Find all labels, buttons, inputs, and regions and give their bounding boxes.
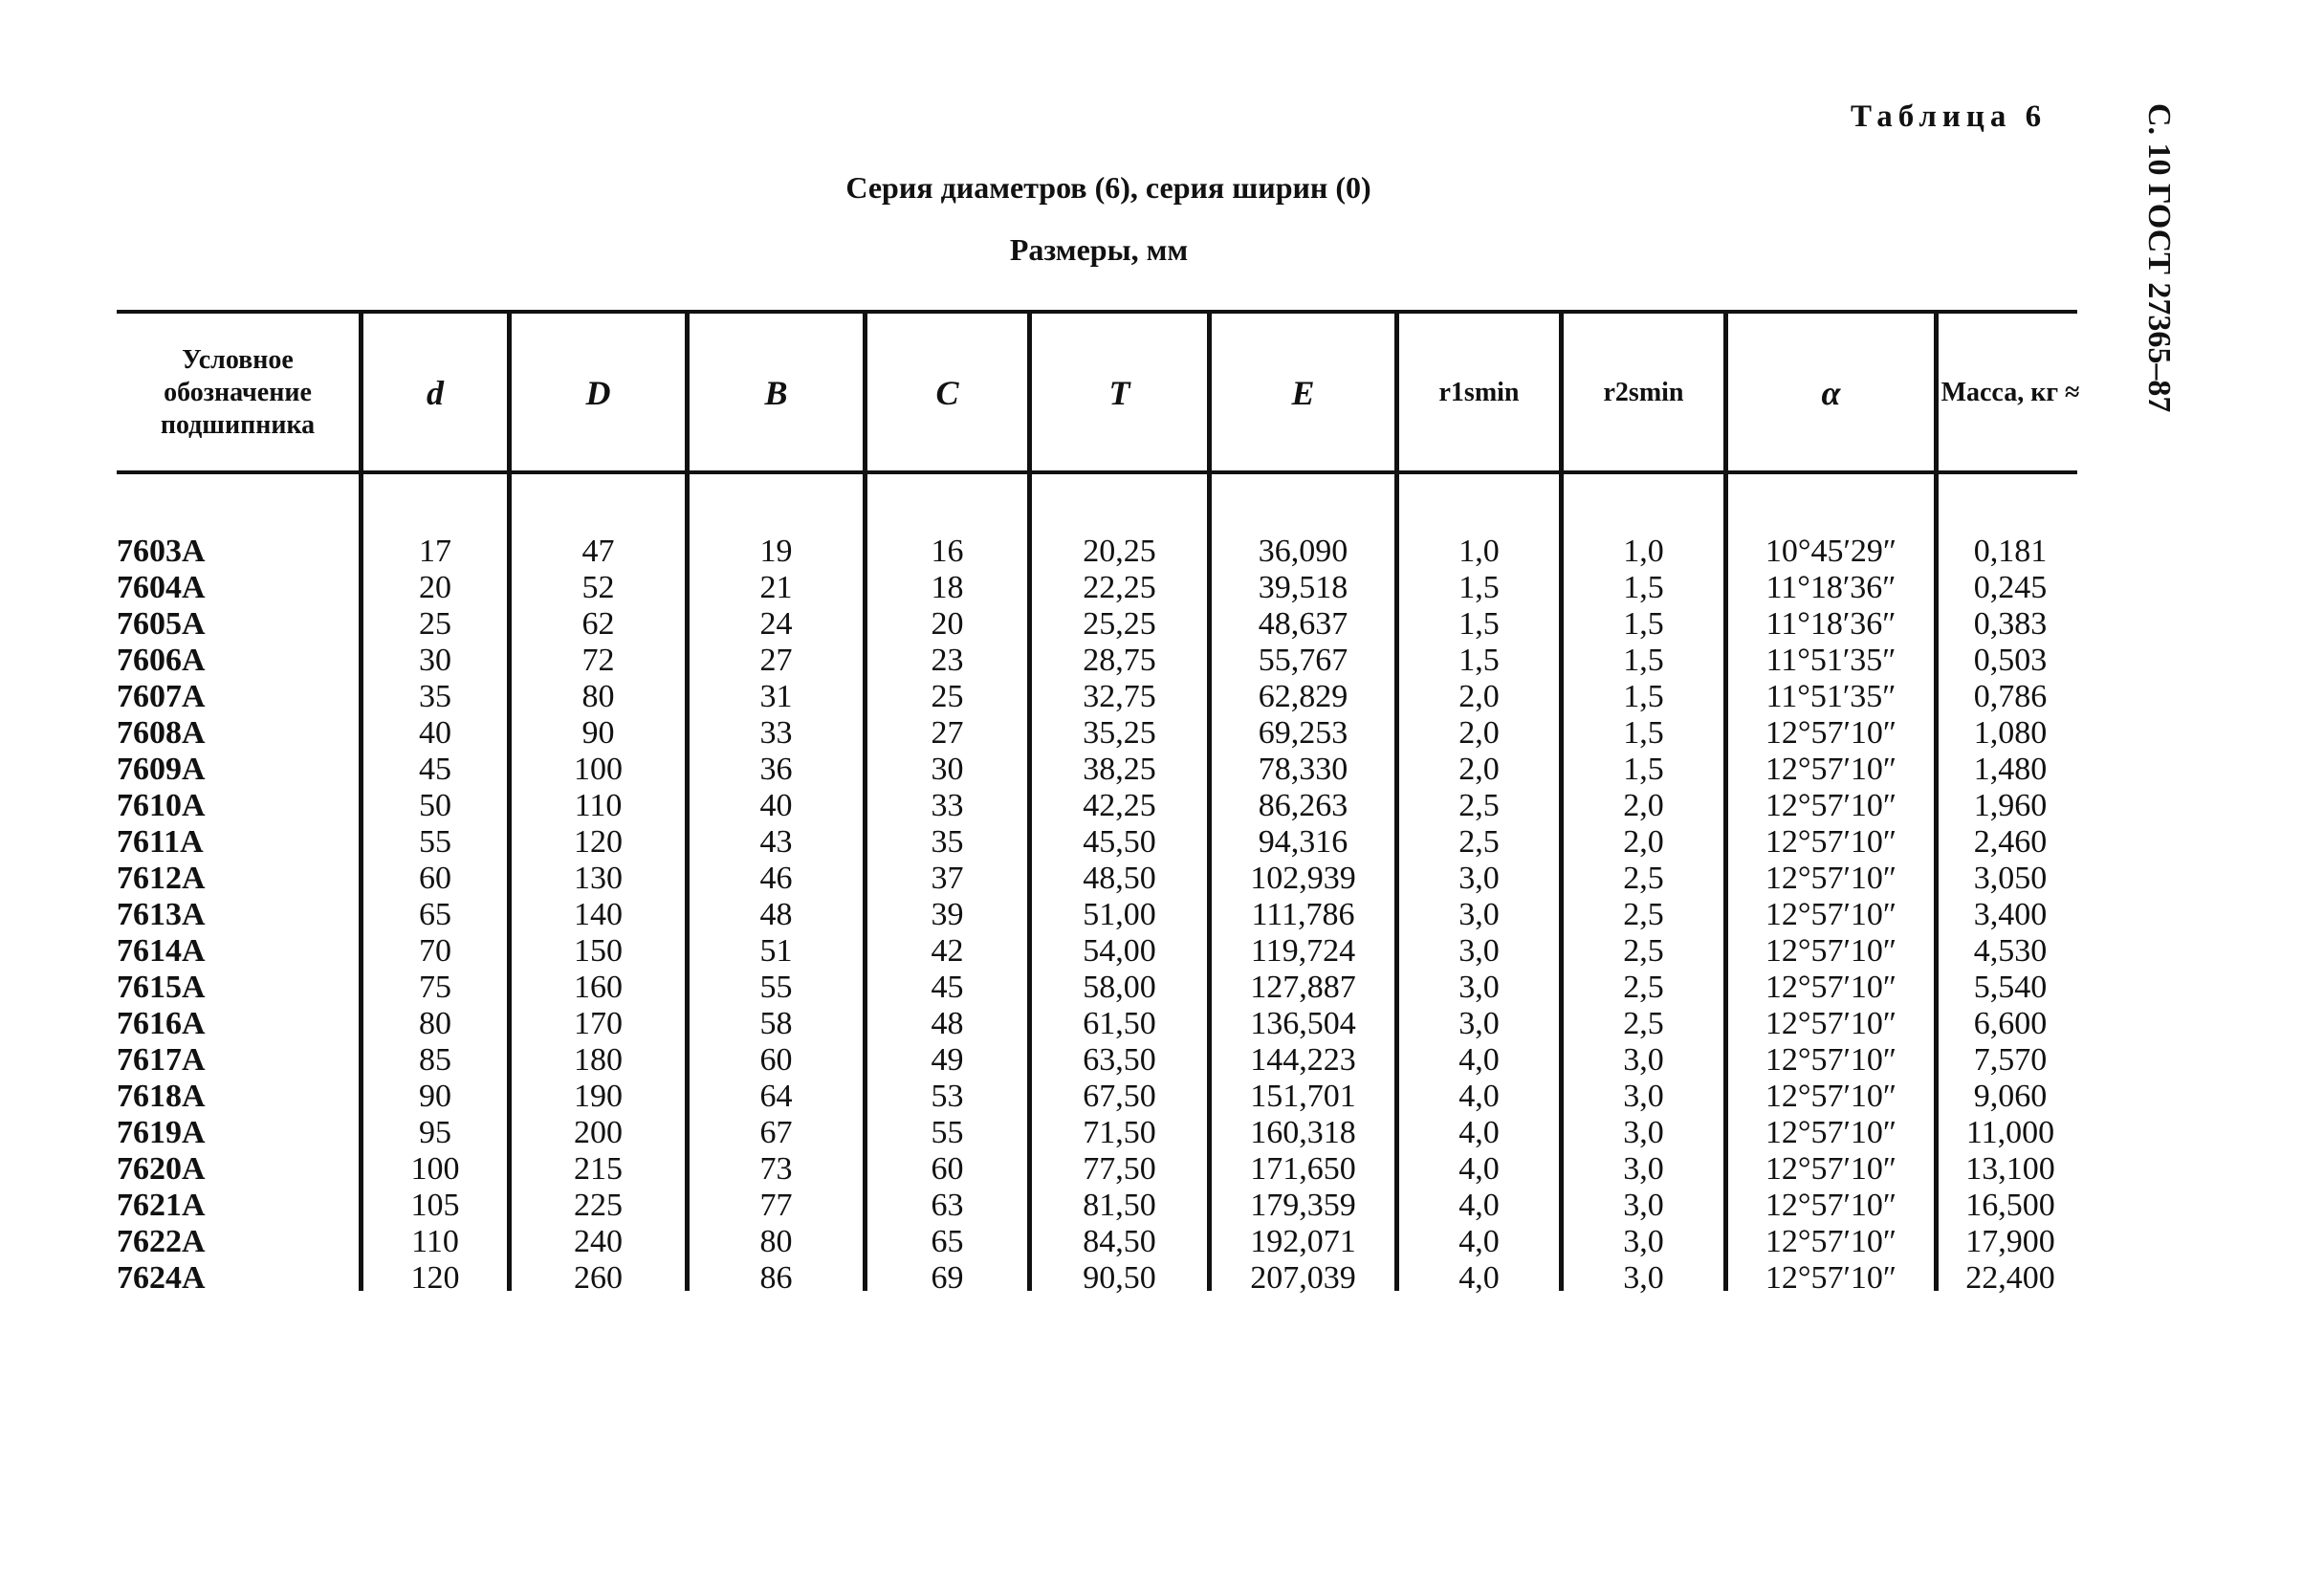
table-cell-E: 62,829: [1258, 679, 1348, 714]
table-cell-r2: 1,5: [1623, 606, 1664, 642]
table-cell-alpha: 12°57′10″: [1765, 1151, 1897, 1187]
table-cell-d: 17: [419, 534, 451, 569]
table-cell-r2: 1,5: [1623, 715, 1664, 751]
table-cell-T: 25,25: [1083, 606, 1156, 642]
table-cell-C: 42: [931, 933, 964, 969]
table-cell-d: 45: [419, 752, 451, 787]
table-cell-E: 111,786: [1251, 897, 1355, 932]
table-cell-r2: 1,5: [1623, 643, 1664, 678]
table-cell-E: 179,359: [1250, 1188, 1356, 1223]
table-cell-T: 81,50: [1083, 1188, 1156, 1223]
table-cell-B: 40: [759, 788, 793, 823]
table-cell-alpha: 12°57′10″: [1765, 933, 1897, 969]
table-cell-B: 80: [759, 1224, 793, 1259]
table-cell-T: 48,50: [1083, 861, 1156, 896]
table-cell-r1: 3,0: [1458, 861, 1500, 896]
table-cell-r2: 3,0: [1623, 1115, 1664, 1150]
table-cell-E: 48,637: [1258, 606, 1348, 642]
table-cell-C: 53: [931, 1079, 964, 1114]
header-r1smin: r1smin: [1438, 378, 1520, 407]
header-r2smin: r2smin: [1603, 378, 1684, 407]
table-cell-mass: 1,480: [1973, 752, 2048, 787]
table-cell-C: 33: [931, 788, 964, 823]
table-cell-r2: 2,0: [1623, 788, 1664, 823]
table-cell-B: 19: [759, 534, 793, 569]
table-cell-C: 69: [931, 1260, 964, 1296]
table-cell-designation: 7604A: [117, 570, 206, 605]
table-cell-d: 40: [419, 715, 451, 751]
table-cell-r1: 4,0: [1458, 1188, 1500, 1223]
table-cell-r2: 2,0: [1623, 824, 1664, 860]
table-cell-C: 20: [931, 606, 964, 642]
table-cell-E: 39,518: [1258, 570, 1348, 605]
table-cell-r1: 4,0: [1458, 1042, 1500, 1078]
table-cell-T: 84,50: [1083, 1224, 1156, 1259]
table-cell-d: 80: [419, 1006, 451, 1041]
table-cell-C: 60: [931, 1151, 964, 1187]
table-header-rule: [117, 470, 2077, 474]
table-cell-d: 60: [419, 861, 451, 896]
table-cell-C: 27: [931, 715, 964, 751]
table-cell-r1: 4,0: [1458, 1151, 1500, 1187]
table-cell-alpha: 12°57′10″: [1765, 715, 1897, 751]
table-cell-D: 160: [574, 970, 623, 1005]
table-cell-D: 120: [574, 824, 623, 860]
table-cell-designation: 7609A: [117, 752, 206, 787]
table-cell-T: 45,50: [1083, 824, 1156, 860]
table-cell-C: 63: [931, 1188, 964, 1223]
table-cell-alpha: 11°18′36″: [1765, 606, 1896, 642]
header-alpha: α: [1821, 374, 1841, 412]
table-cell-C: 30: [931, 752, 964, 787]
table-cell-B: 67: [759, 1115, 793, 1150]
table-cell-alpha: 11°51′35″: [1765, 643, 1896, 678]
table-cell-D: 90: [581, 715, 615, 751]
table-cell-d: 50: [419, 788, 451, 823]
table-cell-T: 20,25: [1083, 534, 1156, 569]
table-cell-alpha: 12°57′10″: [1765, 970, 1897, 1005]
table-cell-r2: 3,0: [1623, 1079, 1664, 1114]
table-cell-mass: 9,060: [1973, 1079, 2048, 1114]
table-cell-mass: 0,786: [1973, 679, 2048, 714]
table-cell-r2: 1,5: [1623, 570, 1664, 605]
table-cell-E: 86,263: [1258, 788, 1348, 823]
table-cell-r2: 2,5: [1623, 933, 1664, 969]
table-cell-d: 65: [419, 897, 451, 932]
table-cell-d: 90: [419, 1079, 451, 1114]
table-cell-D: 47: [581, 534, 615, 569]
table-cell-B: 46: [759, 861, 793, 896]
table-cell-D: 52: [581, 570, 615, 605]
table-cell-r1: 2,5: [1458, 824, 1500, 860]
table-cell-d: 70: [419, 933, 451, 969]
table-cell-C: 18: [931, 570, 964, 605]
table-cell-alpha: 12°57′10″: [1765, 897, 1897, 932]
table-cell-alpha: 11°51′35″: [1765, 679, 1896, 714]
table-cell-r1: 3,0: [1458, 897, 1500, 932]
table-cell-alpha: 12°57′10″: [1765, 1042, 1897, 1078]
table-cell-E: 127,887: [1250, 970, 1356, 1005]
table-cell-C: 39: [931, 897, 964, 932]
table-cell-r1: 3,0: [1458, 970, 1500, 1005]
table-cell-d: 75: [419, 970, 451, 1005]
table-cell-B: 86: [759, 1260, 793, 1296]
table-cell-designation: 7622A: [117, 1224, 206, 1259]
table-cell-r2: 3,0: [1623, 1151, 1664, 1187]
table-cell-C: 25: [931, 679, 964, 714]
table-cell-designation: 7615A: [117, 970, 206, 1005]
table-cell-alpha: 12°57′10″: [1765, 1188, 1897, 1223]
table-cell-E: 78,330: [1258, 752, 1348, 787]
table-cell-B: 58: [759, 1006, 793, 1041]
table-cell-r2: 2,5: [1623, 970, 1664, 1005]
table-cell-r1: 2,0: [1458, 752, 1500, 787]
table-cell-mass: 5,540: [1973, 970, 2048, 1005]
table-cell-T: 38,25: [1083, 752, 1156, 787]
table-cell-alpha: 12°57′10″: [1765, 824, 1897, 860]
table-cell-mass: 16,500: [1965, 1188, 2055, 1223]
table-cell-r2: 2,5: [1623, 1006, 1664, 1041]
table-cell-r2: 3,0: [1623, 1042, 1664, 1078]
table-cell-mass: 17,900: [1965, 1224, 2055, 1259]
table-cell-r2: 1,0: [1623, 534, 1664, 569]
table-cell-mass: 22,400: [1965, 1260, 2055, 1296]
table-cell-r1: 1,5: [1458, 570, 1500, 605]
table-cell-designation: 7613A: [117, 897, 206, 932]
table-cell-E: 192,071: [1250, 1224, 1356, 1259]
table-cell-E: 207,039: [1250, 1260, 1356, 1296]
table-cell-D: 180: [574, 1042, 623, 1078]
page-side-label: С. 10 ГОСТ 27365–87: [2141, 103, 2177, 413]
table-cell-D: 62: [581, 606, 615, 642]
table-cell-T: 77,50: [1083, 1151, 1156, 1187]
table-cell-alpha: 12°57′10″: [1765, 1224, 1897, 1259]
table-cell-C: 16: [931, 534, 964, 569]
table-cell-T: 28,75: [1083, 643, 1156, 678]
table-cell-E: 171,650: [1250, 1151, 1356, 1187]
table-cell-E: 136,504: [1250, 1006, 1356, 1041]
table-cell-B: 33: [759, 715, 793, 751]
table-cell-D: 150: [574, 933, 623, 969]
table-cell-r2: 3,0: [1623, 1188, 1664, 1223]
table-cell-C: 37: [931, 861, 964, 896]
table-cell-D: 72: [581, 643, 615, 678]
table-cell-d: 95: [419, 1115, 451, 1150]
header-T: T: [1108, 374, 1130, 412]
table-cell-D: 190: [574, 1079, 623, 1114]
table-cell-r1: 4,0: [1458, 1260, 1500, 1296]
table-cell-r1: 3,0: [1458, 1006, 1500, 1041]
table-cell-mass: 2,460: [1973, 824, 2048, 860]
table-cell-d: 55: [419, 824, 451, 860]
table-cell-alpha: 12°57′10″: [1765, 788, 1897, 823]
table-cell-d: 105: [410, 1188, 460, 1223]
header-C: C: [935, 374, 959, 412]
table-cell-alpha: 12°57′10″: [1765, 1079, 1897, 1114]
table-cell-d: 20: [419, 570, 451, 605]
table-cell-designation: 7618A: [117, 1079, 206, 1114]
header-mass: Масса, кг ≈: [1940, 378, 2080, 407]
table-cell-B: 27: [759, 643, 793, 678]
table-cell-mass: 6,600: [1973, 1006, 2048, 1041]
table-cell-mass: 13,100: [1965, 1151, 2055, 1187]
table-cell-E: 151,701: [1250, 1079, 1356, 1114]
table-cell-designation: 7614A: [117, 933, 206, 969]
table-cell-d: 100: [410, 1151, 460, 1187]
table-cell-r1: 4,0: [1458, 1224, 1500, 1259]
table-cell-mass: 1,960: [1973, 788, 2048, 823]
table-cell-E: 160,318: [1250, 1115, 1356, 1150]
table-cell-B: 55: [759, 970, 793, 1005]
table-cell-alpha: 12°57′10″: [1765, 1006, 1897, 1041]
table-cell-designation: 7611A: [117, 824, 204, 860]
table-cell-T: 22,25: [1083, 570, 1156, 605]
table-cell-E: 94,316: [1258, 824, 1348, 860]
table-cell-r1: 2,0: [1458, 715, 1500, 751]
table-cell-r2: 3,0: [1623, 1224, 1664, 1259]
table-cell-E: 102,939: [1250, 861, 1356, 896]
table-cell-r1: 3,0: [1458, 933, 1500, 969]
table-cell-C: 23: [931, 643, 964, 678]
table-cell-r2: 1,5: [1623, 679, 1664, 714]
table-cell-C: 55: [931, 1115, 964, 1150]
table-cell-T: 32,75: [1083, 679, 1156, 714]
table-cell-alpha: 11°18′36″: [1765, 570, 1896, 605]
table-cell-r1: 4,0: [1458, 1115, 1500, 1150]
table-cell-designation: 7612A: [117, 861, 206, 896]
table-cell-d: 120: [410, 1260, 460, 1296]
table-number-label: Таблица 6: [1851, 99, 2048, 134]
table-cell-D: 140: [574, 897, 623, 932]
table-cell-mass: 3,050: [1973, 861, 2048, 896]
table-cell-T: 61,50: [1083, 1006, 1156, 1041]
table-cell-d: 35: [419, 679, 451, 714]
table-cell-E: 55,767: [1258, 643, 1348, 678]
header-D: D: [585, 374, 611, 412]
header-designation: Условное обозначение подшипника: [160, 345, 316, 440]
table-cell-designation: 7605A: [117, 606, 206, 642]
table-cell-designation: 7621A: [117, 1188, 206, 1223]
table-cell-r2: 2,5: [1623, 897, 1664, 932]
table-cell-D: 200: [574, 1115, 623, 1150]
table-cell-D: 170: [574, 1006, 623, 1041]
table-cell-D: 80: [581, 679, 615, 714]
table-cell-alpha: 12°57′10″: [1765, 861, 1897, 896]
table-cell-T: 35,25: [1083, 715, 1156, 751]
table-cell-designation: 7608A: [117, 715, 206, 751]
table-top-rule: [117, 310, 2077, 314]
table-cell-r2: 3,0: [1623, 1260, 1664, 1296]
table-cell-mass: 7,570: [1973, 1042, 2048, 1078]
table-cell-designation: 7616A: [117, 1006, 206, 1041]
table-cell-T: 51,00: [1083, 897, 1156, 932]
table-cell-T: 90,50: [1083, 1260, 1156, 1296]
table-cell-mass: 0,181: [1973, 534, 2048, 569]
table-cell-d: 30: [419, 643, 451, 678]
table-cell-alpha: 10°45′29″: [1765, 534, 1897, 569]
table-cell-r1: 1,5: [1458, 643, 1500, 678]
table-cell-B: 21: [759, 570, 793, 605]
table-cell-r1: 2,5: [1458, 788, 1500, 823]
table-cell-E: 119,724: [1250, 933, 1356, 969]
table-cell-D: 100: [574, 752, 623, 787]
table-cell-D: 215: [574, 1151, 623, 1187]
table-cell-alpha: 12°57′10″: [1765, 752, 1897, 787]
table-cell-D: 130: [574, 861, 623, 896]
table-cell-T: 67,50: [1083, 1079, 1156, 1114]
table-cell-C: 35: [931, 824, 964, 860]
table-cell-designation: 7617A: [117, 1042, 206, 1078]
table-cell-mass: 3,400: [1973, 897, 2048, 932]
header-B: B: [764, 374, 788, 412]
table-cell-C: 65: [931, 1224, 964, 1259]
table-cell-T: 71,50: [1083, 1115, 1156, 1150]
table-cell-B: 43: [759, 824, 793, 860]
table-cell-alpha: 12°57′10″: [1765, 1115, 1897, 1150]
table-cell-C: 48: [931, 1006, 964, 1041]
table-cell-mass: 4,530: [1973, 933, 2048, 969]
table-cell-mass: 11,000: [1965, 1115, 2055, 1150]
table-cell-D: 240: [574, 1224, 623, 1259]
table-cell-r2: 1,5: [1623, 752, 1664, 787]
table-cell-mass: 0,383: [1973, 606, 2048, 642]
table-cell-r1: 1,0: [1458, 534, 1500, 569]
table-cell-r1: 4,0: [1458, 1079, 1500, 1114]
table-cell-d: 110: [411, 1224, 459, 1259]
series-title: Серия диаметров (6), серия ширин (0): [845, 170, 1371, 205]
table-cell-alpha: 12°57′10″: [1765, 1260, 1897, 1296]
table-cell-T: 54,00: [1083, 933, 1156, 969]
table-cell-B: 36: [759, 752, 793, 787]
table-cell-T: 42,25: [1083, 788, 1156, 823]
table-cell-B: 64: [759, 1079, 793, 1114]
table-cell-designation: 7610A: [117, 788, 206, 823]
table-cell-designation: 7619A: [117, 1115, 206, 1150]
table-cell-T: 63,50: [1083, 1042, 1156, 1078]
table-cell-mass: 0,503: [1973, 643, 2048, 678]
table-cell-r2: 2,5: [1623, 861, 1664, 896]
table-cell-C: 49: [931, 1042, 964, 1078]
header-d: d: [427, 374, 444, 412]
table-cell-d: 85: [419, 1042, 451, 1078]
table-cell-D: 225: [574, 1188, 623, 1223]
table-cell-r1: 1,5: [1458, 606, 1500, 642]
table-cell-designation: 7607A: [117, 679, 206, 714]
table-cell-D: 110: [574, 788, 623, 823]
table-cell-B: 73: [759, 1151, 793, 1187]
table-cell-d: 25: [419, 606, 451, 642]
table-cell-B: 24: [759, 606, 793, 642]
table-cell-B: 48: [759, 897, 793, 932]
table-cell-mass: 1,080: [1973, 715, 2048, 751]
table-cell-E: 69,253: [1258, 715, 1348, 751]
header-E: E: [1291, 374, 1315, 412]
table-cell-B: 60: [759, 1042, 793, 1078]
table-cell-designation: 7603A: [117, 534, 206, 569]
table-cell-B: 77: [759, 1188, 793, 1223]
table-cell-C: 45: [931, 970, 964, 1005]
table-cell-E: 36,090: [1258, 534, 1348, 569]
table-cell-E: 144,223: [1250, 1042, 1356, 1078]
table-cell-r1: 2,0: [1458, 679, 1500, 714]
table-cell-B: 31: [759, 679, 793, 714]
table-cell-T: 58,00: [1083, 970, 1156, 1005]
table-cell-mass: 0,245: [1973, 570, 2048, 605]
table-cell-D: 260: [574, 1260, 623, 1296]
units-title: Размеры, мм: [1009, 232, 1189, 267]
table-cell-B: 51: [759, 933, 793, 969]
table-cell-designation: 7620A: [117, 1151, 206, 1187]
table-cell-designation: 7606A: [117, 643, 206, 678]
table-cell-designation: 7624A: [117, 1260, 206, 1296]
